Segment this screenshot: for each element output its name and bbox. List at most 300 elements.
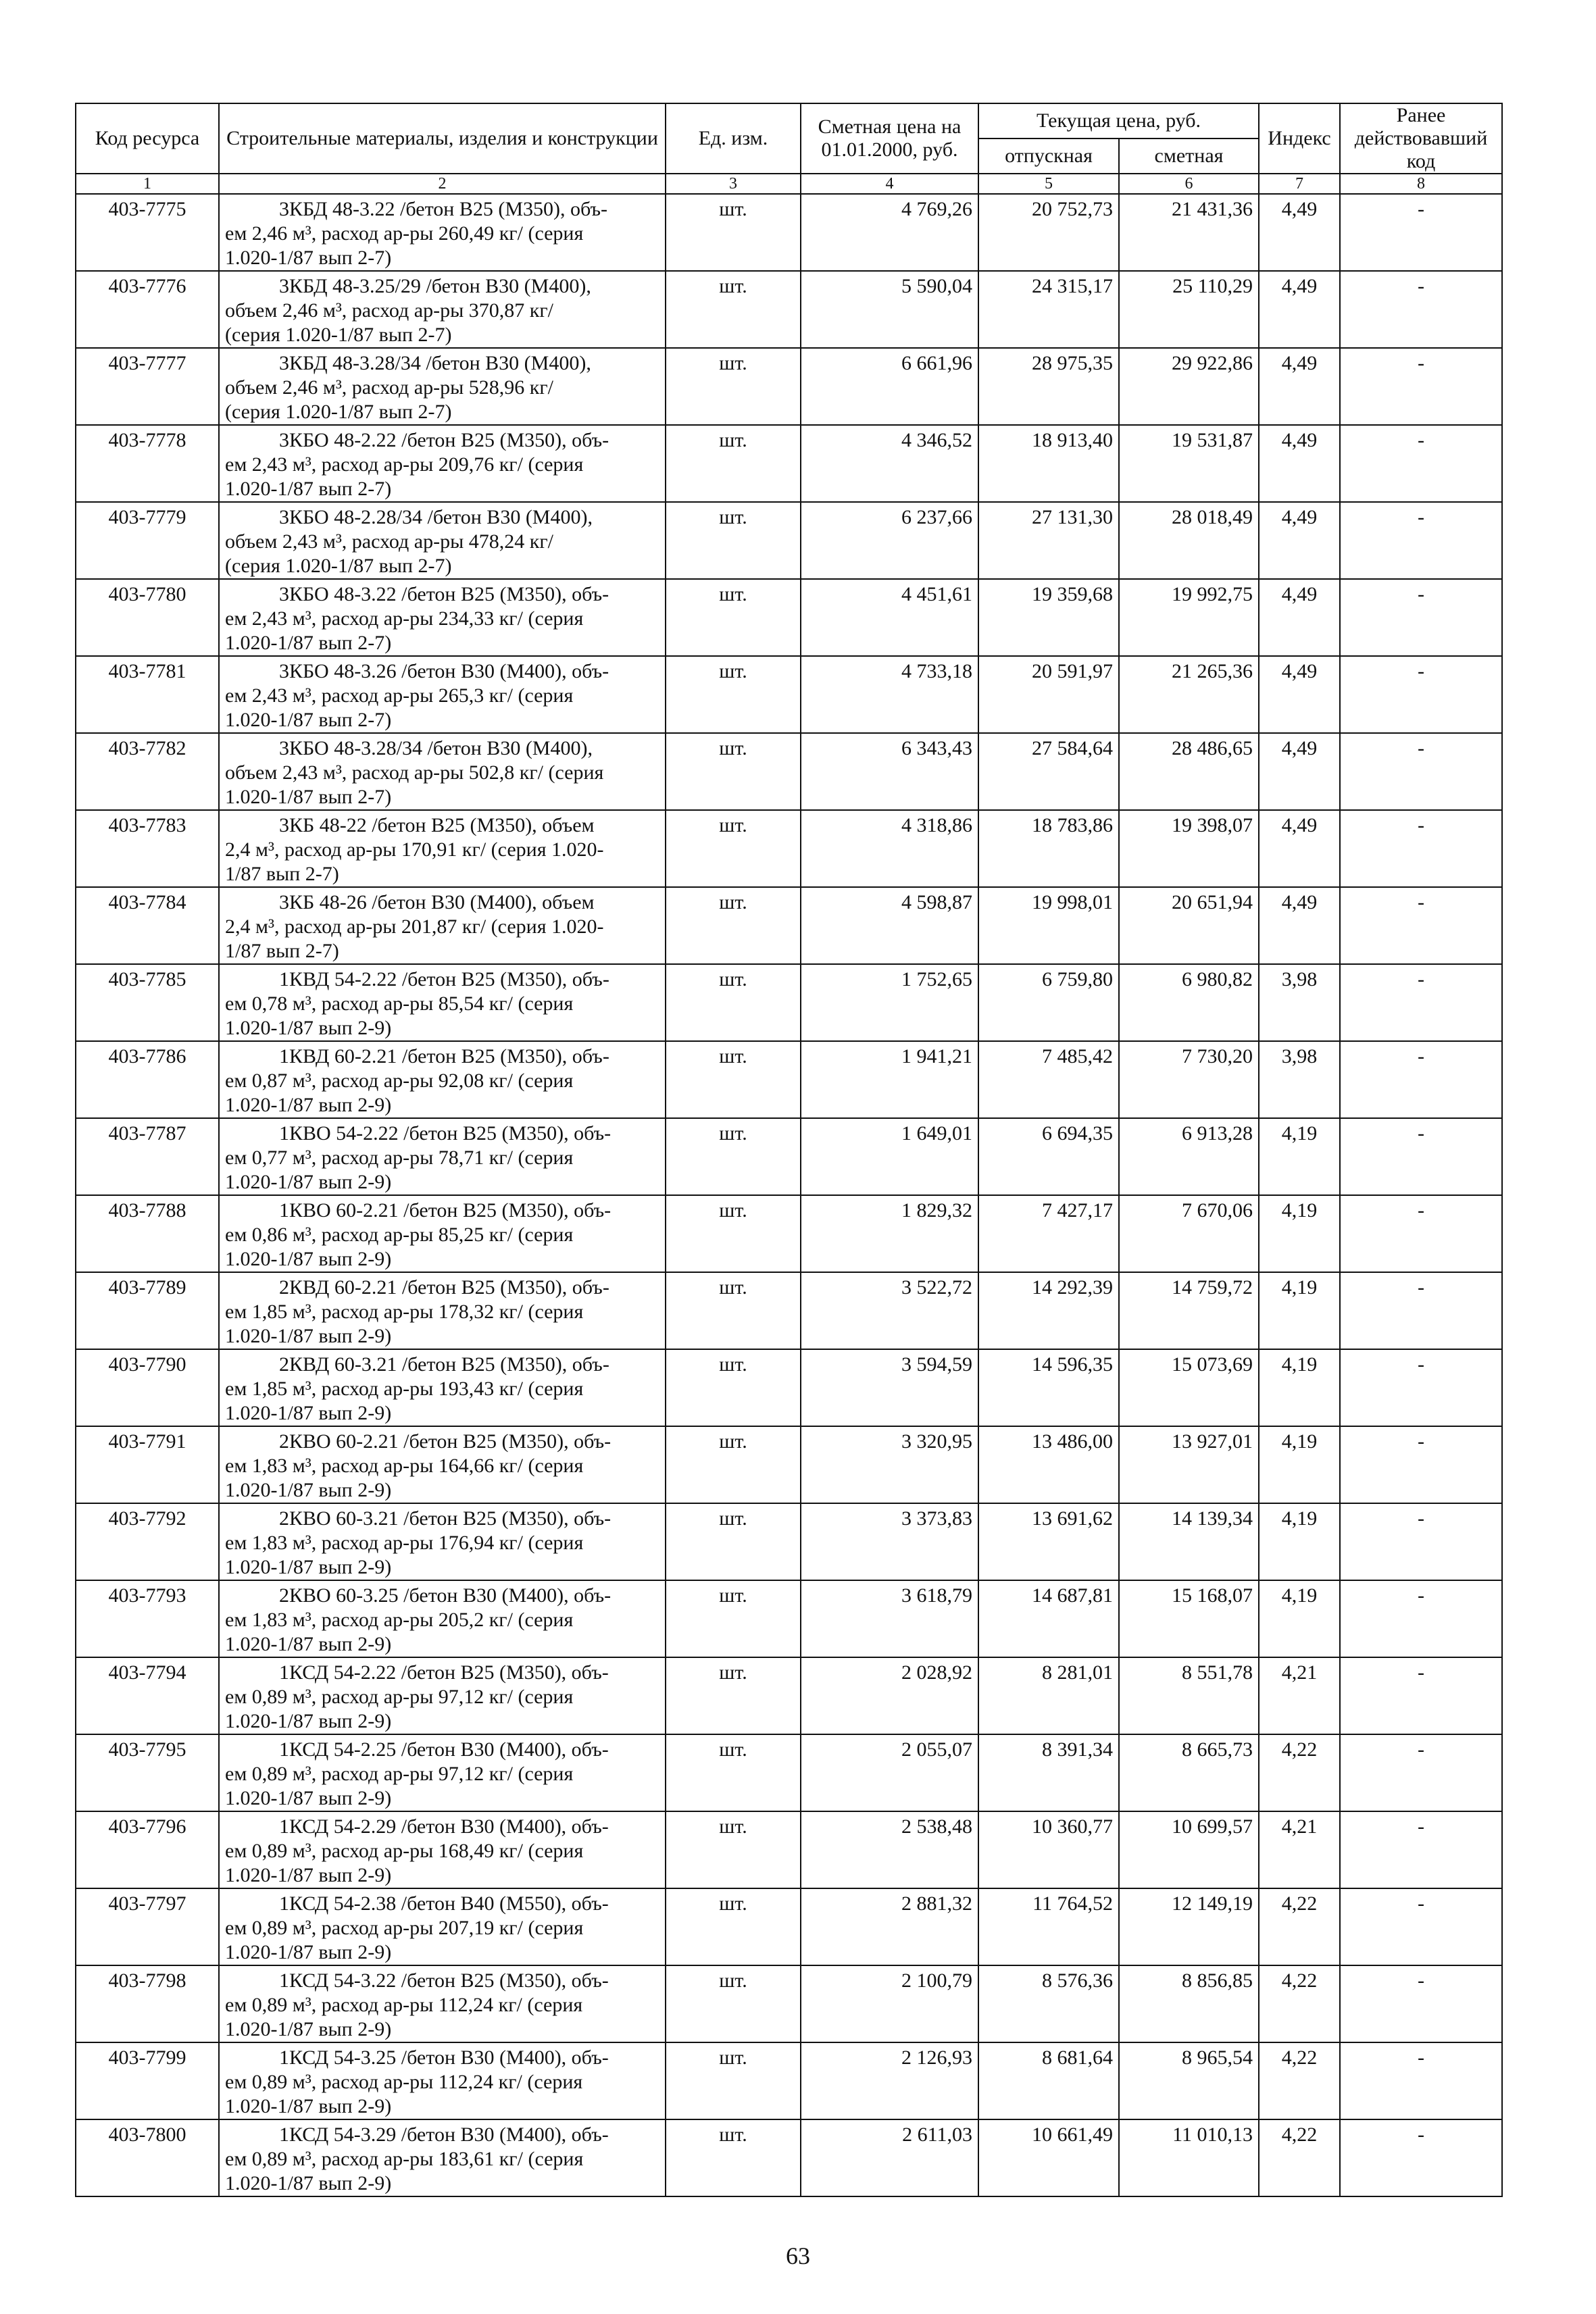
estimate-price: 7 670,06	[1119, 1195, 1259, 1272]
table-row	[76, 2119, 1502, 2196]
base-price: 4 346,52	[801, 425, 978, 502]
description-line: (серия 1.020-1/87 вып 2-7)	[225, 401, 452, 423]
table-row	[76, 1118, 1502, 1195]
description-line: 2КВД 60-2.21 /бетон В25 (М350), объ-	[279, 1276, 609, 1299]
previous-code: -	[1340, 1657, 1502, 1734]
unit-of-measure: шт.	[666, 964, 801, 1041]
description-line: 1.020-1/87 вып 2-9)	[225, 1556, 392, 1578]
material-description	[219, 348, 666, 425]
release-price: 10 661,49	[978, 2119, 1119, 2196]
table-row	[76, 1041, 1502, 1118]
table-row	[76, 348, 1502, 425]
material-description	[219, 1965, 666, 2042]
description-line: 1.020-1/87 вып 2-7)	[225, 247, 392, 269]
estimate-price: 20 651,94	[1119, 887, 1259, 964]
table-body	[76, 194, 1502, 2196]
price-index: 4,21	[1259, 1657, 1340, 1734]
description-line: 1КВО 54-2.22 /бетон В25 (М350), объ-	[279, 1122, 612, 1145]
unit-of-measure: шт.	[666, 1503, 801, 1580]
material-description	[219, 2119, 666, 2196]
material-description	[219, 1503, 666, 1580]
description-line: ем 0,89 м³, расход ар-ры 168,49 кг/ (серия	[225, 1840, 584, 1862]
description-line: 2КВО 60-3.25 /бетон В30 (М400), объ-	[279, 1584, 612, 1607]
description-line: ем 2,43 м³, расход ар-ры 234,33 кг/ (серия	[225, 607, 584, 630]
unit-of-measure: шт.	[666, 1426, 801, 1503]
base-price: 3 373,83	[801, 1503, 978, 1580]
price-index: 4,19	[1259, 1580, 1340, 1657]
price-index: 4,49	[1259, 656, 1340, 733]
description-line: 1.020-1/87 вып 2-9)	[225, 1633, 392, 1655]
estimate-price: 29 922,86	[1119, 348, 1259, 425]
material-description	[219, 1118, 666, 1195]
base-price: 3 320,95	[801, 1426, 978, 1503]
header-index: Индекс	[1259, 103, 1340, 174]
description-line: ем 0,89 м³, расход ар-ры 183,61 кг/ (серия	[225, 2148, 584, 2170]
table-row	[76, 964, 1502, 1041]
resource-code: 403-7777	[76, 348, 219, 425]
description-line: 3КБО 48-2.22 /бетон В25 (М350), объ-	[279, 429, 609, 451]
description-line: 1КСД 54-3.22 /бетон В25 (М350), объ-	[279, 1969, 609, 1992]
estimate-price: 19 531,87	[1119, 425, 1259, 502]
estimate-price: 8 856,85	[1119, 1965, 1259, 2042]
release-price: 8 576,36	[978, 1965, 1119, 2042]
unit-of-measure: шт.	[666, 579, 801, 656]
estimate-price: 15 073,69	[1119, 1349, 1259, 1426]
description-line: 1КСД 54-3.29 /бетон В30 (М400), объ-	[279, 2123, 609, 2146]
estimate-price: 13 927,01	[1119, 1426, 1259, 1503]
description-line: 2КВО 60-2.21 /бетон В25 (М350), объ-	[279, 1430, 612, 1453]
estimate-price: 28 486,65	[1119, 733, 1259, 810]
previous-code: -	[1340, 1503, 1502, 1580]
base-price: 6 661,96	[801, 348, 978, 425]
estimate-price: 14 759,72	[1119, 1272, 1259, 1349]
unit-of-measure: шт.	[666, 1349, 801, 1426]
unit-of-measure: шт.	[666, 733, 801, 810]
description-line: объем 2,46 м³, расход ар-ры 370,87 кг/	[225, 299, 553, 322]
estimate-price: 7 730,20	[1119, 1041, 1259, 1118]
unit-of-measure: шт.	[666, 2042, 801, 2119]
material-description	[219, 656, 666, 733]
description-line: 1.020-1/87 вып 2-9)	[225, 1941, 392, 1963]
release-price: 20 752,73	[978, 194, 1119, 271]
header-name: Строительные материалы, изделия и конструкции	[219, 103, 666, 174]
header-column-numbers	[76, 174, 1502, 194]
material-description	[219, 1195, 666, 1272]
previous-code: -	[1340, 964, 1502, 1041]
description-line: 3КБО 48-3.28/34 /бетон В30 (М400),	[279, 737, 593, 759]
description-line: объем 2,43 м³, расход ар-ры 478,24 кг/	[225, 530, 553, 553]
previous-code: -	[1340, 733, 1502, 810]
column-number: 1	[76, 174, 219, 194]
description-line: 3КБД 48-3.28/34 /бетон В30 (М400),	[279, 352, 591, 374]
description-line: 1КВД 60-2.21 /бетон В25 (М350), объ-	[279, 1045, 609, 1067]
description-line: 1КСД 54-2.22 /бетон В25 (М350), объ-	[279, 1661, 609, 1684]
description-line: 3КБ 48-22 /бетон В25 (М350), объем	[279, 814, 595, 836]
base-price: 4 318,86	[801, 810, 978, 887]
description-line: 1.020-1/87 вып 2-7)	[225, 478, 392, 500]
description-line: 1.020-1/87 вып 2-9)	[225, 1248, 392, 1270]
previous-code: -	[1340, 656, 1502, 733]
base-price: 4 451,61	[801, 579, 978, 656]
table-row	[76, 887, 1502, 964]
release-price: 20 591,97	[978, 656, 1119, 733]
previous-code: -	[1340, 1426, 1502, 1503]
table-row	[76, 733, 1502, 810]
header-prev-code: Ранее действовавший код	[1340, 103, 1502, 174]
description-line: 1.020-1/87 вып 2-9)	[225, 1017, 392, 1039]
previous-code: -	[1340, 425, 1502, 502]
unit-of-measure: шт.	[666, 1272, 801, 1349]
resource-code: 403-7800	[76, 2119, 219, 2196]
unit-of-measure: шт.	[666, 887, 801, 964]
description-line: ем 0,78 м³, расход ар-ры 85,54 кг/ (серия	[225, 992, 574, 1015]
description-line: ем 1,85 м³, расход ар-ры 193,43 кг/ (серия	[225, 1378, 584, 1400]
column-number: 5	[978, 174, 1119, 194]
release-price: 6 694,35	[978, 1118, 1119, 1195]
header-base-price: Сметная цена на 01.01.2000, руб.	[801, 103, 978, 174]
base-price: 4 769,26	[801, 194, 978, 271]
release-price: 13 691,62	[978, 1503, 1119, 1580]
previous-code: -	[1340, 579, 1502, 656]
description-line: 2КВД 60-3.21 /бетон В25 (М350), объ-	[279, 1353, 609, 1376]
material-description	[219, 1272, 666, 1349]
release-price: 7 485,42	[978, 1041, 1119, 1118]
description-line: 1.020-1/87 вып 2-9)	[225, 1325, 392, 1347]
material-description	[219, 502, 666, 579]
price-index: 4,49	[1259, 502, 1340, 579]
description-line: 3КБД 48-3.22 /бетон В25 (М350), объ-	[279, 198, 608, 220]
release-price: 24 315,17	[978, 271, 1119, 348]
previous-code: -	[1340, 1811, 1502, 1888]
description-line: ем 2,43 м³, расход ар-ры 209,76 кг/ (серия	[225, 453, 584, 476]
estimate-price: 14 139,34	[1119, 1503, 1259, 1580]
unit-of-measure: шт.	[666, 1657, 801, 1734]
description-line: 1.020-1/87 вып 2-7)	[225, 786, 392, 808]
material-description	[219, 194, 666, 271]
estimate-price: 8 551,78	[1119, 1657, 1259, 1734]
description-line: 1.020-1/87 вып 2-9)	[225, 1094, 392, 1116]
estimate-price: 28 018,49	[1119, 502, 1259, 579]
resource-code: 403-7791	[76, 1426, 219, 1503]
release-price: 19 359,68	[978, 579, 1119, 656]
resource-code: 403-7788	[76, 1195, 219, 1272]
description-line: ем 0,87 м³, расход ар-ры 92,08 кг/ (серия	[225, 1070, 574, 1092]
price-index: 4,21	[1259, 1811, 1340, 1888]
description-line: 1.020-1/87 вып 2-9)	[225, 1402, 392, 1424]
release-price: 14 596,35	[978, 1349, 1119, 1426]
base-price: 1 752,65	[801, 964, 978, 1041]
material-description	[219, 810, 666, 887]
base-price: 4 733,18	[801, 656, 978, 733]
description-line: (серия 1.020-1/87 вып 2-7)	[225, 324, 452, 346]
description-line: 1КСД 54-2.25 /бетон В30 (М400), объ-	[279, 1738, 609, 1761]
previous-code: -	[1340, 1041, 1502, 1118]
description-line: 1/87 вып 2-7)	[225, 863, 339, 885]
table-row	[76, 1965, 1502, 2042]
base-price: 1 829,32	[801, 1195, 978, 1272]
release-price: 13 486,00	[978, 1426, 1119, 1503]
base-price: 2 126,93	[801, 2042, 978, 2119]
price-index: 4,49	[1259, 271, 1340, 348]
previous-code: -	[1340, 1118, 1502, 1195]
estimate-price: 12 149,19	[1119, 1888, 1259, 1965]
material-description	[219, 1041, 666, 1118]
material-description	[219, 1580, 666, 1657]
table-row	[76, 194, 1502, 271]
header-current-price: Текущая цена, руб.	[978, 103, 1259, 139]
description-line: 1.020-1/87 вып 2-9)	[225, 2095, 392, 2117]
base-price: 4 598,87	[801, 887, 978, 964]
previous-code: -	[1340, 1349, 1502, 1426]
column-number: 4	[801, 174, 978, 194]
previous-code: -	[1340, 1195, 1502, 1272]
release-price: 14 292,39	[978, 1272, 1119, 1349]
material-description	[219, 733, 666, 810]
price-index: 4,19	[1259, 1349, 1340, 1426]
unit-of-measure: шт.	[666, 1811, 801, 1888]
resource-code: 403-7786	[76, 1041, 219, 1118]
estimate-price: 19 398,07	[1119, 810, 1259, 887]
price-index: 4,19	[1259, 1503, 1340, 1580]
price-index: 4,22	[1259, 2119, 1340, 2196]
description-line: ем 0,77 м³, расход ар-ры 78,71 кг/ (серия	[225, 1147, 574, 1169]
table-row	[76, 579, 1502, 656]
previous-code: -	[1340, 502, 1502, 579]
base-price: 2 055,07	[801, 1734, 978, 1811]
resource-code: 403-7789	[76, 1272, 219, 1349]
unit-of-measure: шт.	[666, 1041, 801, 1118]
description-line: 3КБД 48-3.25/29 /бетон В30 (М400),	[279, 275, 591, 297]
base-price: 2 881,32	[801, 1888, 978, 1965]
base-price: 3 618,79	[801, 1580, 978, 1657]
release-price: 6 759,80	[978, 964, 1119, 1041]
unit-of-measure: шт.	[666, 271, 801, 348]
column-number: 6	[1119, 174, 1259, 194]
table-header	[76, 103, 1502, 194]
description-line: ем 1,83 м³, расход ар-ры 164,66 кг/ (серия	[225, 1455, 584, 1477]
header-estimate-price: сметная	[1119, 139, 1259, 174]
price-index: 4,22	[1259, 1888, 1340, 1965]
description-line: 1.020-1/87 вып 2-7)	[225, 632, 392, 654]
unit-of-measure: шт.	[666, 1734, 801, 1811]
material-description	[219, 1426, 666, 1503]
base-price: 2 538,48	[801, 1811, 978, 1888]
estimate-price: 21 431,36	[1119, 194, 1259, 271]
description-line: 3КБ 48-26 /бетон В30 (М400), объем	[279, 891, 595, 913]
previous-code: -	[1340, 1888, 1502, 1965]
resource-code: 403-7782	[76, 733, 219, 810]
resource-code: 403-7794	[76, 1657, 219, 1734]
column-number: 2	[219, 174, 666, 194]
unit-of-measure: шт.	[666, 425, 801, 502]
column-number: 8	[1340, 174, 1502, 194]
base-price: 2 100,79	[801, 1965, 978, 2042]
previous-code: -	[1340, 348, 1502, 425]
price-index: 4,19	[1259, 1272, 1340, 1349]
base-price: 3 522,72	[801, 1272, 978, 1349]
price-index: 4,49	[1259, 733, 1340, 810]
description-line: ем 0,89 м³, расход ар-ры 207,19 кг/ (серия	[225, 1917, 584, 1939]
price-index: 4,22	[1259, 1965, 1340, 2042]
price-index: 4,19	[1259, 1426, 1340, 1503]
description-line: 1.020-1/87 вып 2-7)	[225, 709, 392, 731]
estimate-price: 11 010,13	[1119, 2119, 1259, 2196]
description-line: 1КВД 54-2.22 /бетон В25 (М350), объ-	[279, 968, 609, 990]
table-row	[76, 1426, 1502, 1503]
description-line: 1КВО 60-2.21 /бетон В25 (М350), объ-	[279, 1199, 612, 1222]
base-price: 6 343,43	[801, 733, 978, 810]
price-index: 4,22	[1259, 2042, 1340, 2119]
previous-code: -	[1340, 810, 1502, 887]
table-row	[76, 1580, 1502, 1657]
estimate-price: 10 699,57	[1119, 1811, 1259, 1888]
estimate-price: 19 992,75	[1119, 579, 1259, 656]
resource-code: 403-7780	[76, 579, 219, 656]
unit-of-measure: шт.	[666, 502, 801, 579]
price-table	[75, 103, 1503, 2197]
base-price: 2 028,92	[801, 1657, 978, 1734]
price-index: 4,49	[1259, 348, 1340, 425]
base-price: 6 237,66	[801, 502, 978, 579]
unit-of-measure: шт.	[666, 1965, 801, 2042]
table-row	[76, 1272, 1502, 1349]
release-price: 8 391,34	[978, 1734, 1119, 1811]
material-description	[219, 1657, 666, 1734]
release-price: 27 584,64	[978, 733, 1119, 810]
unit-of-measure: шт.	[666, 348, 801, 425]
release-price: 8 681,64	[978, 2042, 1119, 2119]
description-line: 2,4 м³, расход ар-ры 170,91 кг/ (серия 1.020-	[225, 838, 604, 861]
description-line: ем 0,86 м³, расход ар-ры 85,25 кг/ (серия	[225, 1224, 574, 1246]
resource-code: 403-7781	[76, 656, 219, 733]
table-row	[76, 502, 1502, 579]
resource-code: 403-7776	[76, 271, 219, 348]
previous-code: -	[1340, 2119, 1502, 2196]
base-price: 1 941,21	[801, 1041, 978, 1118]
column-number: 3	[666, 174, 801, 194]
previous-code: -	[1340, 271, 1502, 348]
unit-of-measure: шт.	[666, 2119, 801, 2196]
base-price: 3 594,59	[801, 1349, 978, 1426]
price-index: 4,49	[1259, 425, 1340, 502]
description-line: 1.020-1/87 вып 2-9)	[225, 1864, 392, 1886]
resource-code: 403-7799	[76, 2042, 219, 2119]
material-description	[219, 887, 666, 964]
description-line: ем 2,46 м³, расход ар-ры 260,49 кг/ (серия	[225, 222, 584, 245]
unit-of-measure: шт.	[666, 1580, 801, 1657]
table-row	[76, 271, 1502, 348]
resource-code: 403-7779	[76, 502, 219, 579]
previous-code: -	[1340, 1965, 1502, 2042]
description-line: ем 0,89 м³, расход ар-ры 97,12 кг/ (серия	[225, 1763, 574, 1785]
description-line: 1/87 вып 2-7)	[225, 940, 339, 962]
release-price: 18 913,40	[978, 425, 1119, 502]
release-price: 7 427,17	[978, 1195, 1119, 1272]
previous-code: -	[1340, 1580, 1502, 1657]
estimate-price: 25 110,29	[1119, 271, 1259, 348]
release-price: 10 360,77	[978, 1811, 1119, 1888]
description-line: объем 2,46 м³, расход ар-ры 528,96 кг/	[225, 376, 553, 399]
unit-of-measure: шт.	[666, 656, 801, 733]
resource-code: 403-7795	[76, 1734, 219, 1811]
previous-code: -	[1340, 1272, 1502, 1349]
estimate-price: 6 980,82	[1119, 964, 1259, 1041]
description-line: 1.020-1/87 вып 2-9)	[225, 1710, 392, 1732]
resource-code: 403-7775	[76, 194, 219, 271]
table-row	[76, 1349, 1502, 1426]
previous-code: -	[1340, 887, 1502, 964]
description-line: ем 1,83 м³, расход ар-ры 176,94 кг/ (серия	[225, 1532, 584, 1554]
unit-of-measure: шт.	[666, 194, 801, 271]
material-description	[219, 579, 666, 656]
description-line: ем 0,89 м³, расход ар-ры 97,12 кг/ (серия	[225, 1686, 574, 1708]
release-price: 19 998,01	[978, 887, 1119, 964]
resource-code: 403-7792	[76, 1503, 219, 1580]
description-line: 1.020-1/87 вып 2-9)	[225, 2018, 392, 2040]
resource-code: 403-7784	[76, 887, 219, 964]
base-price: 1 649,01	[801, 1118, 978, 1195]
estimate-price: 21 265,36	[1119, 656, 1259, 733]
description-line: 3КБО 48-3.22 /бетон В25 (М350), объ-	[279, 583, 609, 605]
material-description	[219, 271, 666, 348]
price-index: 4,19	[1259, 1195, 1340, 1272]
unit-of-measure: шт.	[666, 810, 801, 887]
estimate-price: 15 168,07	[1119, 1580, 1259, 1657]
price-index: 4,49	[1259, 194, 1340, 271]
header-code: Код ресурса	[76, 103, 219, 174]
price-index: 3,98	[1259, 964, 1340, 1041]
resource-code: 403-7787	[76, 1118, 219, 1195]
price-index: 4,49	[1259, 579, 1340, 656]
table-row	[76, 810, 1502, 887]
description-line: ем 0,89 м³, расход ар-ры 112,24 кг/ (серия	[225, 1994, 583, 2016]
table-row	[76, 1195, 1502, 1272]
resource-code: 403-7796	[76, 1811, 219, 1888]
previous-code: -	[1340, 1734, 1502, 1811]
description-line: 1КСД 54-2.29 /бетон В30 (М400), объ-	[279, 1815, 609, 1838]
price-index: 3,98	[1259, 1041, 1340, 1118]
material-description	[219, 1734, 666, 1811]
material-description	[219, 1888, 666, 1965]
unit-of-measure: шт.	[666, 1195, 801, 1272]
description-line: 2КВО 60-3.21 /бетон В25 (М350), объ-	[279, 1507, 612, 1530]
material-description	[219, 1811, 666, 1888]
resource-code: 403-7793	[76, 1580, 219, 1657]
header-release-price: отпускная	[978, 139, 1119, 174]
previous-code: -	[1340, 194, 1502, 271]
table-row	[76, 1503, 1502, 1580]
resource-code: 403-7790	[76, 1349, 219, 1426]
description-line: 3КБО 48-3.26 /бетон В30 (М400), объ-	[279, 660, 609, 682]
description-line: 3КБО 48-2.28/34 /бетон В30 (М400),	[279, 506, 593, 528]
description-line: (серия 1.020-1/87 вып 2-7)	[225, 555, 452, 577]
table-row	[76, 2042, 1502, 2119]
table-row	[76, 425, 1502, 502]
base-price: 5 590,04	[801, 271, 978, 348]
previous-code: -	[1340, 2042, 1502, 2119]
resource-code: 403-7798	[76, 1965, 219, 2042]
material-description	[219, 425, 666, 502]
price-index: 4,22	[1259, 1734, 1340, 1811]
unit-of-measure: шт.	[666, 1888, 801, 1965]
description-line: 1.020-1/87 вып 2-9)	[225, 1479, 392, 1501]
release-price: 28 975,35	[978, 348, 1119, 425]
table-row	[76, 1811, 1502, 1888]
header-unit: Ед. изм.	[666, 103, 801, 174]
description-line: ем 1,85 м³, расход ар-ры 178,32 кг/ (серия	[225, 1301, 584, 1323]
table-row	[76, 1888, 1502, 1965]
release-price: 14 687,81	[978, 1580, 1119, 1657]
